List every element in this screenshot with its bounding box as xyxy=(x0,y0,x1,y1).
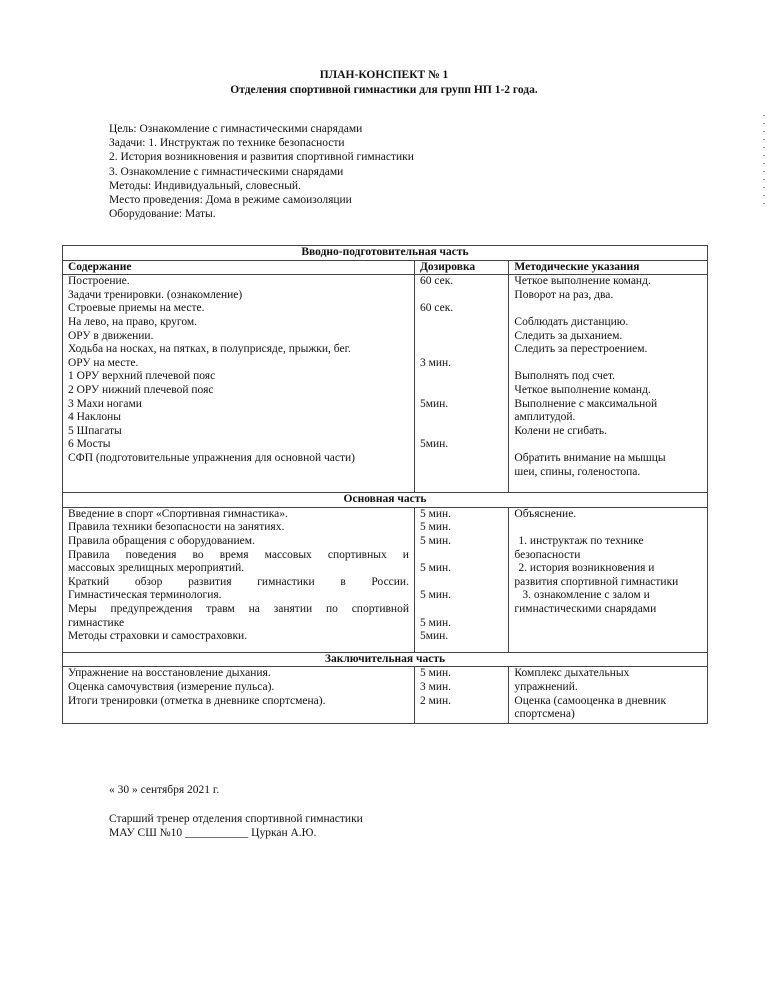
final-dosage-cell xyxy=(414,667,508,724)
final-notes-cell xyxy=(509,667,708,724)
info-tasks: Задачи: 1. Инструктаж по технике безопасности xyxy=(109,137,345,150)
note-line: 1. инструктаж по технике xyxy=(518,534,644,547)
list-item: 5 Шпагаты xyxy=(68,424,122,437)
dosage-value xyxy=(420,384,503,398)
dosage-value: 5 мин. xyxy=(419,589,452,602)
lesson-plan-table xyxy=(62,245,708,724)
dosage-value: 5мин. xyxy=(419,397,449,410)
dosage-value xyxy=(420,316,503,330)
lesson-info xyxy=(109,122,414,221)
dosage-value xyxy=(420,452,503,466)
dosage-value xyxy=(420,603,503,617)
dosage-value: 5 мин. xyxy=(419,667,452,680)
note-line: Поворот на раз, два. xyxy=(514,288,614,301)
note-line: Комплекс дыхательных xyxy=(514,667,630,680)
note-line: Соблюдать дистанцию. xyxy=(514,315,629,328)
section-main-title: Основная часть xyxy=(63,493,708,508)
main-notes-cell xyxy=(509,507,708,652)
intro-section-row xyxy=(63,275,708,493)
page-edge-marks xyxy=(763,115,766,225)
list-item: Правила техники безопасности на занятиях. xyxy=(68,521,285,534)
list-item: массовых зрелищных мероприятий. xyxy=(68,562,245,575)
list-item: Задачи тренировки. (ознакомление) xyxy=(68,288,243,301)
dosage-value xyxy=(420,549,503,563)
main-content-cell xyxy=(63,507,415,652)
note-line: Следить за перестроением. xyxy=(514,343,648,356)
signature-block xyxy=(109,812,363,840)
list-item: 6 Мосты xyxy=(68,438,111,451)
intro-notes-cell xyxy=(509,275,708,493)
column-header-dosage: Дозировка xyxy=(414,260,508,275)
signer-signature: МАУ СШ №10 ___________ Цуркан А.Ю. xyxy=(109,827,317,840)
section-final-title: Заключительная часть xyxy=(63,652,708,667)
intro-dosage-cell xyxy=(414,275,508,493)
list-item: Ходьба на носках, на пятках, в полуприсяде, прыжки, бег. xyxy=(68,343,351,356)
list-item: гимнастике xyxy=(68,616,125,629)
note-line: Следить за дыханием. xyxy=(514,329,623,342)
note-line xyxy=(514,521,702,535)
note-line: упражнений. xyxy=(514,680,578,693)
dosage-value: 5мин. xyxy=(419,438,449,451)
dosage-value xyxy=(420,289,503,303)
list-item: 2 ОРУ нижний плечевой пояс xyxy=(68,383,214,396)
dosage-value: 5мин. xyxy=(419,630,449,643)
dosage-value: 5 мин. xyxy=(419,521,452,534)
info-methods: Методы: Индивидуальный, словесный. xyxy=(109,179,301,192)
note-line: Выполнять под счет. xyxy=(514,370,615,383)
column-header-notes: Методические указания xyxy=(509,260,708,275)
info-location: Место проведения: Дома в режиме самоизоляции xyxy=(109,194,352,207)
note-line: безопасности xyxy=(514,548,581,561)
note-line: Оценка (самооценка в дневник xyxy=(514,694,667,707)
dosage-value: 5 мин. xyxy=(419,616,452,629)
dosage-value: 2 мин. xyxy=(419,694,452,707)
info-equipment: Оборудование: Маты. xyxy=(109,208,216,221)
note-line: Четкое выполнение команд. xyxy=(514,383,651,396)
list-item: Правила поведения во время массовых спортивных и xyxy=(68,548,409,561)
dosage-value: 5 мин. xyxy=(419,562,452,575)
list-item: СФП (подготовительные упражнения для основной части) xyxy=(68,451,356,464)
info-task-3: 3. Ознакомление с гимнастическими снарядами xyxy=(109,165,344,178)
dosage-value xyxy=(420,330,503,344)
note-line: 2. история возникновения и xyxy=(518,562,655,575)
list-item: Краткий обзор развития гимнастики в России. xyxy=(68,575,409,588)
list-item: На лево, на право, кругом. xyxy=(68,315,198,328)
list-item: Оценка самочувствия (измерение пульса). xyxy=(68,680,275,693)
intro-content-cell xyxy=(63,275,415,493)
note-line: Объяснение. xyxy=(514,507,577,520)
main-dosage-cell xyxy=(414,507,508,652)
document-subtitle: Отделения спортивной гимнастики для групп НП 1-2 года. xyxy=(230,84,538,96)
signer-position: Старший тренер отделения спортивной гимнастики xyxy=(109,813,363,825)
document-date: « 30 » сентября 2021 г. xyxy=(109,784,220,796)
final-content-cell xyxy=(63,667,415,724)
list-item: Строевые приемы на месте. xyxy=(68,302,205,315)
note-line: шеи, спины, голеностопа. xyxy=(514,465,641,478)
list-item: 3 Махи ногами xyxy=(68,397,142,410)
dosage-value: 5 мин. xyxy=(419,507,452,520)
list-item: Правила обращения с оборудованием. xyxy=(68,534,255,547)
dosage-value xyxy=(420,576,503,590)
dosage-value xyxy=(420,343,503,357)
list-item: ОРУ на месте. xyxy=(68,356,139,369)
note-line: амплитудой. xyxy=(514,411,576,424)
list-item: Построение. xyxy=(68,275,130,288)
column-header-content: Содержание xyxy=(63,260,415,275)
list-item: ОРУ в движении. xyxy=(68,329,154,342)
dosage-value: 60 сек. xyxy=(419,275,454,288)
note-line: Выполнение с максимальной xyxy=(514,397,658,410)
list-item: Методы страховки и самостраховки. xyxy=(68,630,248,643)
dosage-value xyxy=(420,370,503,384)
dosage-value xyxy=(420,425,503,439)
note-line: 3. ознакомление с залом и xyxy=(522,589,650,602)
note-line: Обратить внимание на мышцы xyxy=(514,451,666,464)
dosage-value: 5 мин. xyxy=(419,534,452,547)
list-item: 4 Наклоны xyxy=(68,411,121,424)
list-item: Итоги тренировки (отметка в дневнике спортсмена). xyxy=(68,694,326,707)
note-line: развития спортивной гимнастики xyxy=(514,575,679,588)
document-title: ПЛАН-КОНСПЕКТ № 1 xyxy=(319,69,449,81)
dosage-value: 3 мин. xyxy=(419,356,452,369)
dosage-value xyxy=(420,411,503,425)
section-intro-title: Вводно-подготовительная часть xyxy=(63,246,708,261)
note-line: Четкое выполнение команд. xyxy=(514,275,651,288)
info-task-2: 2. История возникновения и развития спортивной гимнастики xyxy=(109,151,414,164)
final-section-row xyxy=(63,667,708,724)
note-line: Колени не сгибать. xyxy=(514,424,608,437)
dosage-value: 60 сек. xyxy=(419,302,454,315)
note-line: спортсмена) xyxy=(514,708,575,721)
dosage-value: 3 мин. xyxy=(419,680,452,693)
note-line xyxy=(514,302,702,316)
list-item: Введение в спорт «Спортивная гимнастика». xyxy=(68,507,288,520)
note-line xyxy=(514,357,702,371)
info-goal: Цель: Ознакомление с гимнастическими снарядами xyxy=(109,123,363,135)
list-item: 1 ОРУ верхний плечевой пояс xyxy=(68,370,216,383)
main-section-row xyxy=(63,507,708,652)
list-item: Упражнение на восстановление дыхания. xyxy=(68,667,271,680)
note-line xyxy=(514,438,702,452)
list-item: Меры предупреждения травм на занятии по спортивной xyxy=(68,602,409,615)
list-item: Гимнастическая терминология. xyxy=(68,589,222,602)
note-line: гимнастическими снарядами xyxy=(514,602,657,615)
